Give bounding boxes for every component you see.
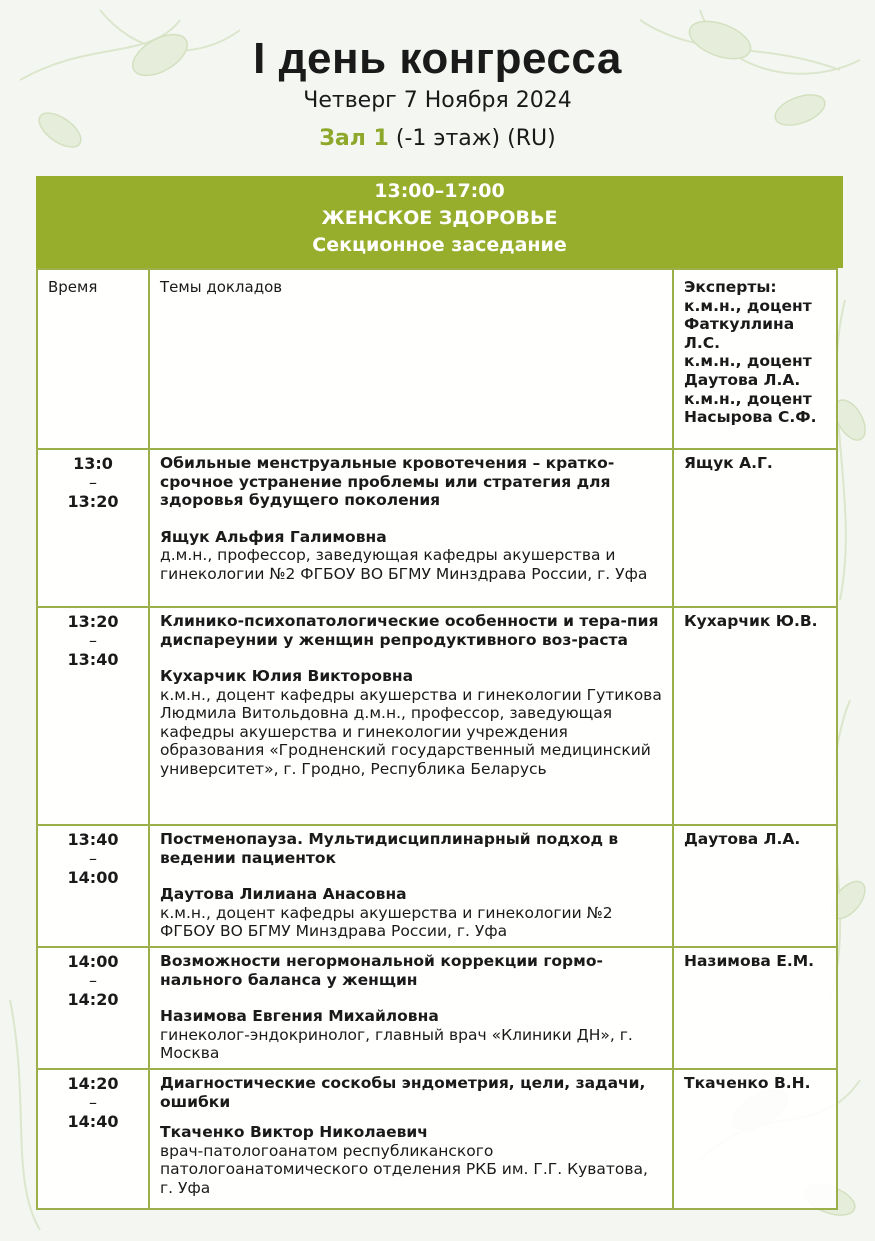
table-row <box>37 607 837 825</box>
time-end: 14:40 <box>67 1112 119 1131</box>
row-expert: Даутова Л.А. <box>673 825 837 947</box>
speaker-name: Даутова Лилиана Анасовна <box>160 885 407 903</box>
speaker-name: Ящук Альфия Галимовна <box>160 527 387 546</box>
time-slot <box>37 607 149 825</box>
time-slot <box>37 449 149 607</box>
speaker-affiliation: д.м.н., профессор, заведующая кафедры акушерства и гинекологии №2 ФГБОУ ВО БГМУ Минздрава России, г. Уфа <box>160 546 648 583</box>
hall-details: (-1 этаж) (RU) <box>395 126 556 151</box>
time-end: 13:20 <box>67 492 119 511</box>
column-header-topics: Темы докладов <box>149 269 673 449</box>
hall-name: Зал 1 <box>319 126 389 151</box>
talk-cell <box>149 607 673 825</box>
session-header <box>36 176 843 268</box>
row-expert: Назимова Е.М. <box>673 947 837 1069</box>
speaker-name: Назимова Евгения Михайловна <box>160 1007 439 1025</box>
time-end: 13:40 <box>67 650 119 669</box>
congress-date: Четверг 7 Ноября 2024 <box>303 88 572 113</box>
talk-cell <box>149 449 673 607</box>
time-start: 13:20 <box>67 612 119 631</box>
talk-title: Диагностические соскобы эндометрия, цели, задачи, ошибки <box>160 1074 646 1111</box>
page-title: I день конгресса <box>253 34 622 83</box>
time-dash: – <box>89 631 97 650</box>
talk-title: Обильные менструальные кровотечения – кратко-срочное устранение проблемы или стратегия для здоровья будущего поколения <box>160 454 615 509</box>
table-row <box>37 825 837 947</box>
speaker-affiliation: к.м.н., доцент кафедры акушерства и гинекологии №2 ФГБОУ ВО БГМУ Минздрава России, г. Уфа <box>160 903 613 940</box>
time-start: 13:40 <box>67 830 119 849</box>
session-time: 13:00–17:00 <box>374 180 505 202</box>
talk-cell <box>149 947 673 1069</box>
time-slot <box>37 1069 149 1209</box>
hall-info <box>0 126 875 151</box>
table-row <box>37 449 837 607</box>
expert-entry: к.м.н., доцент Даутова Л.А. <box>684 352 812 389</box>
talk-title: Постменопауза. Мультидисциплинарный подход в ведении пациенток <box>160 830 619 867</box>
table-header-row <box>37 269 837 449</box>
column-header-time: Время <box>37 269 149 449</box>
program-table <box>36 268 838 1210</box>
table-row <box>37 947 837 1069</box>
experts-list <box>673 269 837 449</box>
time-start: 13:0 <box>73 454 113 473</box>
time-end: 14:00 <box>67 868 119 887</box>
experts-label: Эксперты: <box>684 278 777 296</box>
session-title: ЖЕНСКОЕ ЗДОРОВЬЕ <box>321 207 558 229</box>
talk-cell <box>149 825 673 947</box>
time-start: 14:20 <box>67 1074 119 1093</box>
talk-title: Возможности негормональной коррекции гормо-нального баланса у женщин <box>160 952 603 989</box>
row-expert: Ткаченко В.Н. <box>673 1069 837 1209</box>
time-dash: – <box>89 849 97 868</box>
time-dash: – <box>89 473 97 492</box>
speaker-name: Ткаченко Виктор Николаевич <box>160 1123 428 1141</box>
time-dash: – <box>89 1093 97 1112</box>
talk-title: Клинико-психопатологические особенности и тера-пия диспареунии у женщин репродуктивного воз-раста <box>160 612 659 649</box>
expert-entry: к.м.н., доцент Фаткуллина Л.С. <box>684 296 812 352</box>
time-end: 14:20 <box>67 990 119 1009</box>
time-dash: – <box>89 971 97 990</box>
expert-entry: к.м.н., доцент Насырова С.Ф. <box>684 389 817 427</box>
talk-cell <box>149 1069 673 1209</box>
table-row <box>37 1069 837 1209</box>
time-slot <box>37 947 149 1069</box>
row-expert: Кухарчик Ю.В. <box>673 607 837 825</box>
speaker-affiliation: врач-патологоанатом республиканского патологоанатомического отделения РКБ им. Г.Г. Куватова, г. Уфа <box>160 1141 648 1197</box>
session-subtitle: Секционное заседание <box>312 234 567 256</box>
speaker-affiliation: гинеколог-эндокринолог, главный врач «Клиники ДН», г. Москва <box>160 1025 633 1062</box>
time-slot <box>37 825 149 947</box>
speaker-name: Кухарчик Юлия Викторовна <box>160 667 414 685</box>
speaker-affiliation: к.м.н., доцент кафедры акушерства и гинекологии Гутикова Людмила Витольдовна д.м.н., профессор, заведующая кафедры акушерства и гинекологии учреждения образования «Гродненский государственный медицинский университет», г. Гродно, Республика Беларусь <box>160 685 662 778</box>
row-expert: Ящук А.Г. <box>673 449 837 607</box>
time-start: 14:00 <box>67 952 119 971</box>
